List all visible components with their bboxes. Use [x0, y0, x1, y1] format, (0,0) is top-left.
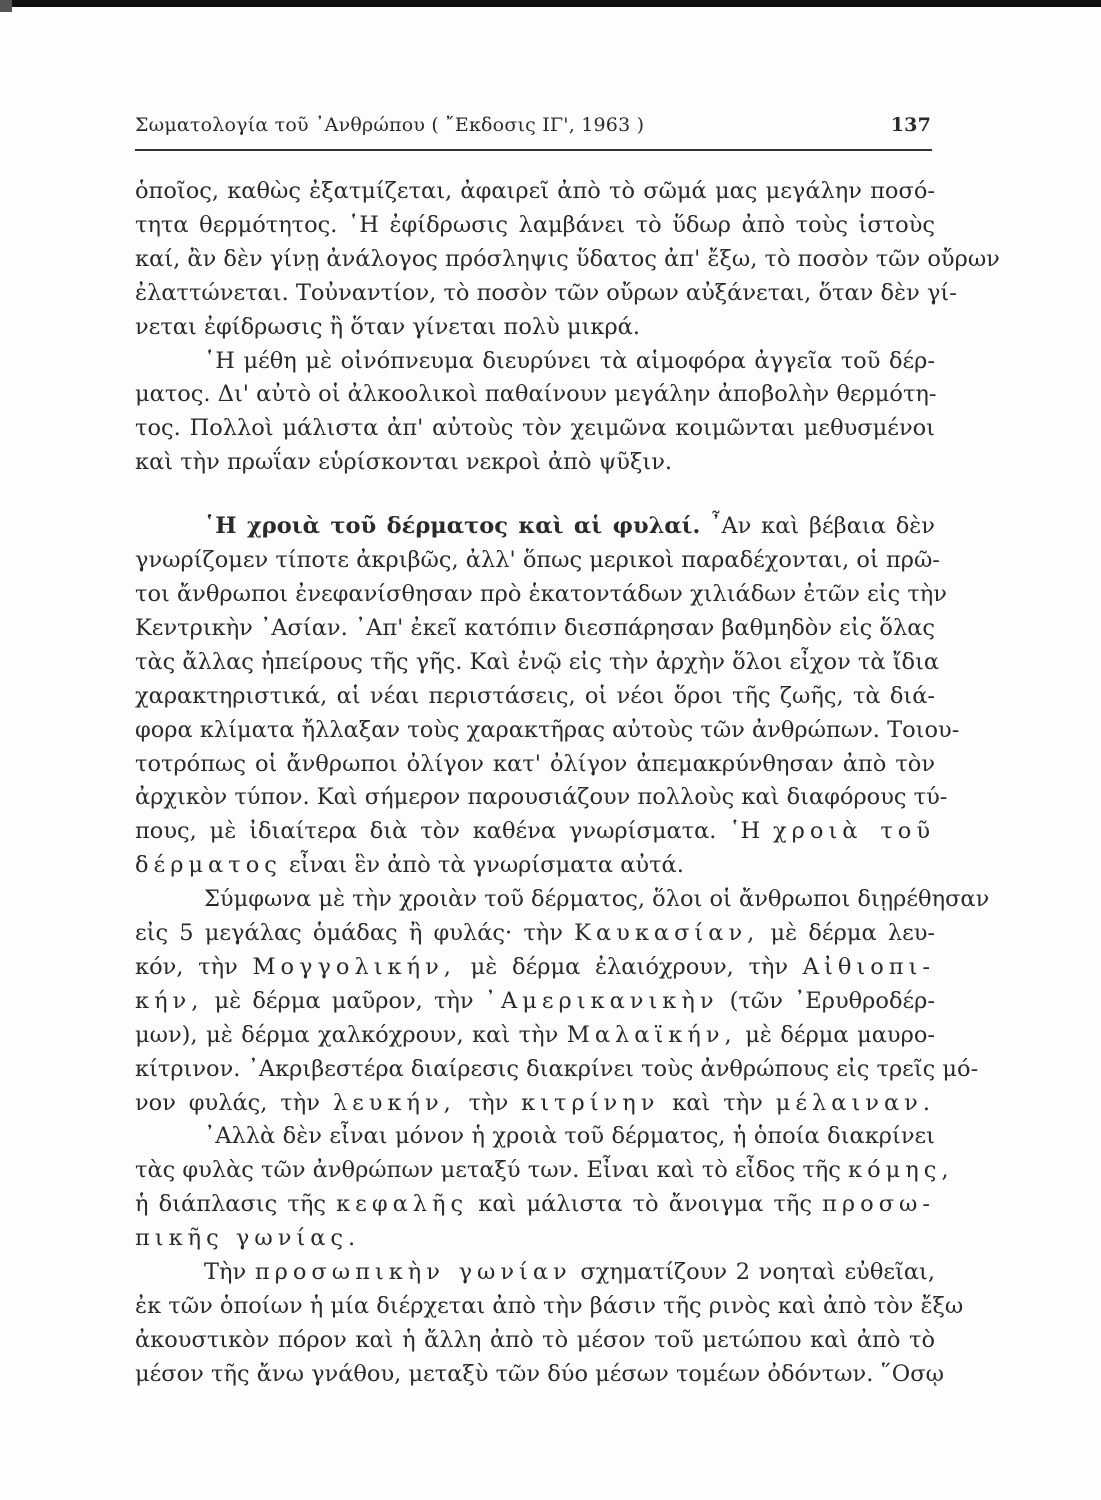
- text-line: τὰς φυλὰς τῶν ἀνθρώπων μεταξύ των. Εἶναι καὶ τὸ εἶδος τῆς κόμης,: [135, 1157, 954, 1184]
- text-line: κίτρινον. ᾿Ακριβεστέρα διαίρεσις διακρίνει τοὺς ἀνθρώπους εἰς τρεῖς μό-: [135, 1055, 979, 1082]
- text-line: τοι ἄνθρωποι ἐνεφανίσθησαν πρὸ ἑκατοντάδων χιλιάδων ἐτῶν εἰς τὴν: [135, 580, 947, 607]
- text-line: νεται ἐφίδρωσις ἢ ὅταν γίνεται πολὺ μικρά.: [135, 313, 641, 340]
- text-line: ματος. Δι' αὐτὸ οἱ ἀλκοολικοὶ παθαίνουν μεγάλην ἀποβολὴν θερμότη-: [135, 381, 937, 408]
- paragraph-sweat: [135, 175, 1000, 345]
- text-line: καὶ τὴν πρωΐαν εὑρίσκονται νεκροὶ ἀπὸ ψῦξιν.: [135, 449, 673, 476]
- section-heading: ῾Η χροιὰ τοῦ δέρματος καὶ αἱ φυλαί.: [204, 513, 701, 540]
- text-line: ῾Η μέθη μὲ οἰνόπνευμα διευρύνει τὰ αἱμοφόρα ἀγγεῖα τοῦ δέρ-: [204, 347, 935, 374]
- text-line: καί, ἂν δὲν γίνῃ ἀνάλογος πρόσληψις ὕδατος ἀπ' ἔξω, τὸ ποσὸν τῶν οὔρων: [135, 245, 1000, 272]
- text-line: Κεντρικὴν ᾿Ασίαν. ᾿Απ' ἐκεῖ κατόπιν διεσπάρησαν βαθμηδὸν εἰς ὅλας: [135, 614, 936, 641]
- page-body: [135, 175, 1000, 1392]
- text-line: νον φυλάς, τὴν λευκήν, τὴν κιτρίνην καὶ τὴν μέλαιναν.: [135, 1089, 936, 1116]
- text-line: ἐκ τῶν ὁποίων ἡ μία διέρχεται ἀπὸ τὴν βάσιν τῆς ρινὸς καὶ ἀπὸ τὸν ἔξω: [135, 1293, 964, 1319]
- text-line: ἀκουστικὸν πόρον καὶ ἡ ἄλλη ἀπὸ τὸ μέσον τοῦ μετώπου καὶ ἀπὸ τὸ: [135, 1326, 935, 1353]
- text-line: κόν, τὴν Μογγολικήν, μὲ δέρμα ἐλαιόχρουν, τὴν Αἰθιοπι-: [135, 953, 935, 980]
- text-line: ἀρχικὸν τύπον. Καὶ σήμερον παρουσιάζουν πολλοὺς καὶ διαφόρους τύ-: [135, 784, 948, 811]
- running-title: Σωματολογία τοῦ ᾿Ανθρώπου ( ῎Εκδοσις ΙΓ', 1963 ): [135, 114, 645, 136]
- text-line: εἰς 5 μεγάλας ὁμάδας ἢ φυλάς· τὴν Καυκασίαν, μὲ δέρμα λευ-: [135, 920, 936, 947]
- paragraph-races: [135, 883, 990, 1120]
- text-line: δέρματος εἶναι ἓν ἀπὸ τὰ γνωρίσματα αὐτά.: [135, 852, 684, 879]
- section-gap: [135, 480, 935, 510]
- header-rule: [135, 149, 932, 151]
- text-line: ἐλαττώνεται. Τοὐναντίον, τὸ ποσὸν τῶν οὔρων αὐξάνεται, ὅταν δὲν γί-: [135, 279, 957, 306]
- text-line: Τὴν προσωπικὴν γωνίαν σχηματίζουν 2 νοηταὶ εὐθεῖαι,: [204, 1259, 936, 1286]
- text-line: χαρακτηριστικά, αἱ νέαι περιστάσεις, οἱ νέοι ὅροι τῆς ζωῆς, τὰ διά-: [135, 682, 935, 709]
- text-line: κήν, μὲ δέρμα μαῦρον, τὴν ᾿Αμερικανικὴν (τῶν ᾿Ερυθροδέρ-: [135, 987, 935, 1014]
- text-line: μων), μὲ δέρμα χαλκόχρουν, καὶ τὴν Μαλαϊκήν, μὲ δέρμα μαυρο-: [135, 1021, 935, 1048]
- text-line: ῾Η χροιὰ τοῦ δέρματος καὶ αἱ φυλαί. ῏Αν καὶ βέβαια δὲν: [204, 513, 935, 540]
- section-skin-color: [135, 510, 960, 883]
- text-line: φορα κλίματα ἤλλαξαν τοὺς χαρακτῆρας αὐτοὺς τῶν ἀνθρώπων. Τοιου-: [135, 716, 960, 743]
- text-line: Σύμφωνα μὲ τὴν χροιὰν τοῦ δέρματος, ὅλοι οἱ ἄνθρωποι διῃρέθησαν: [204, 886, 990, 913]
- paragraph-facial-angle: [135, 1256, 964, 1392]
- page-number: 137: [890, 114, 931, 136]
- scan-top-border: [0, 0, 1101, 7]
- paragraph-features: [135, 1120, 954, 1256]
- text-line: τος. Πολλοὶ μάλιστα ἀπ' αὐτοὺς τὸν χειμῶνα κοιμῶνται μεθυσμένοι: [135, 415, 935, 442]
- text-line: ᾿Αλλὰ δὲν εἶναι μόνον ἡ χροιὰ τοῦ δέρματος, ἡ ὁποία διακρίνει: [204, 1123, 935, 1150]
- scan-corner-mark: [0, 0, 12, 12]
- text-line: τοτρόπως οἱ ἄνθρωποι ὀλίγον κατ' ὀλίγον ἀπεμακρύνθησαν ἀπὸ τὸν: [135, 750, 935, 777]
- paragraph-alcohol: [135, 345, 935, 481]
- text-line: τητα θερμότητος. ῾Η ἐφίδρωσις λαμβάνει τὸ ὕδωρ ἀπὸ τοὺς ἱστοὺς: [135, 211, 935, 238]
- text-line: γνωρίζομεν τίποτε ἀκριβῶς, ἀλλ' ὅπως μερικοὶ παραδέχονται, οἱ πρῶ-: [135, 547, 940, 574]
- running-header: [135, 112, 933, 138]
- text-line: τὰς ἄλλας ἠπείρους τῆς γῆς. Καὶ ἐνῷ εἰς τὴν ἀρχὴν ὅλοι εἶχον τὰ ἴδια: [135, 648, 940, 675]
- text-line: πικῆς γωνίας.: [135, 1225, 361, 1252]
- text-line: μέσον τῆς ἄνω γνάθου, μεταξὺ τῶν δύο μέσων τομέων ὀδόντων. ῞Οσῳ: [135, 1360, 944, 1387]
- text-line: ἡ διάπλασις τῆς κεφαλῆς καὶ μάλιστα τὸ ἄνοιγμα τῆς προσω-: [135, 1191, 936, 1218]
- text-line: πους, μὲ ἰδιαίτερα διὰ τὸν καθένα γνωρίσματα. ῾Η χροιὰ τοῦ: [135, 818, 936, 845]
- text-line: ὁποῖος, καθὼς ἐξατμίζεται, ἀφαιρεῖ ἀπὸ τὸ σῶμά μας μεγάλην ποσό-: [135, 178, 935, 204]
